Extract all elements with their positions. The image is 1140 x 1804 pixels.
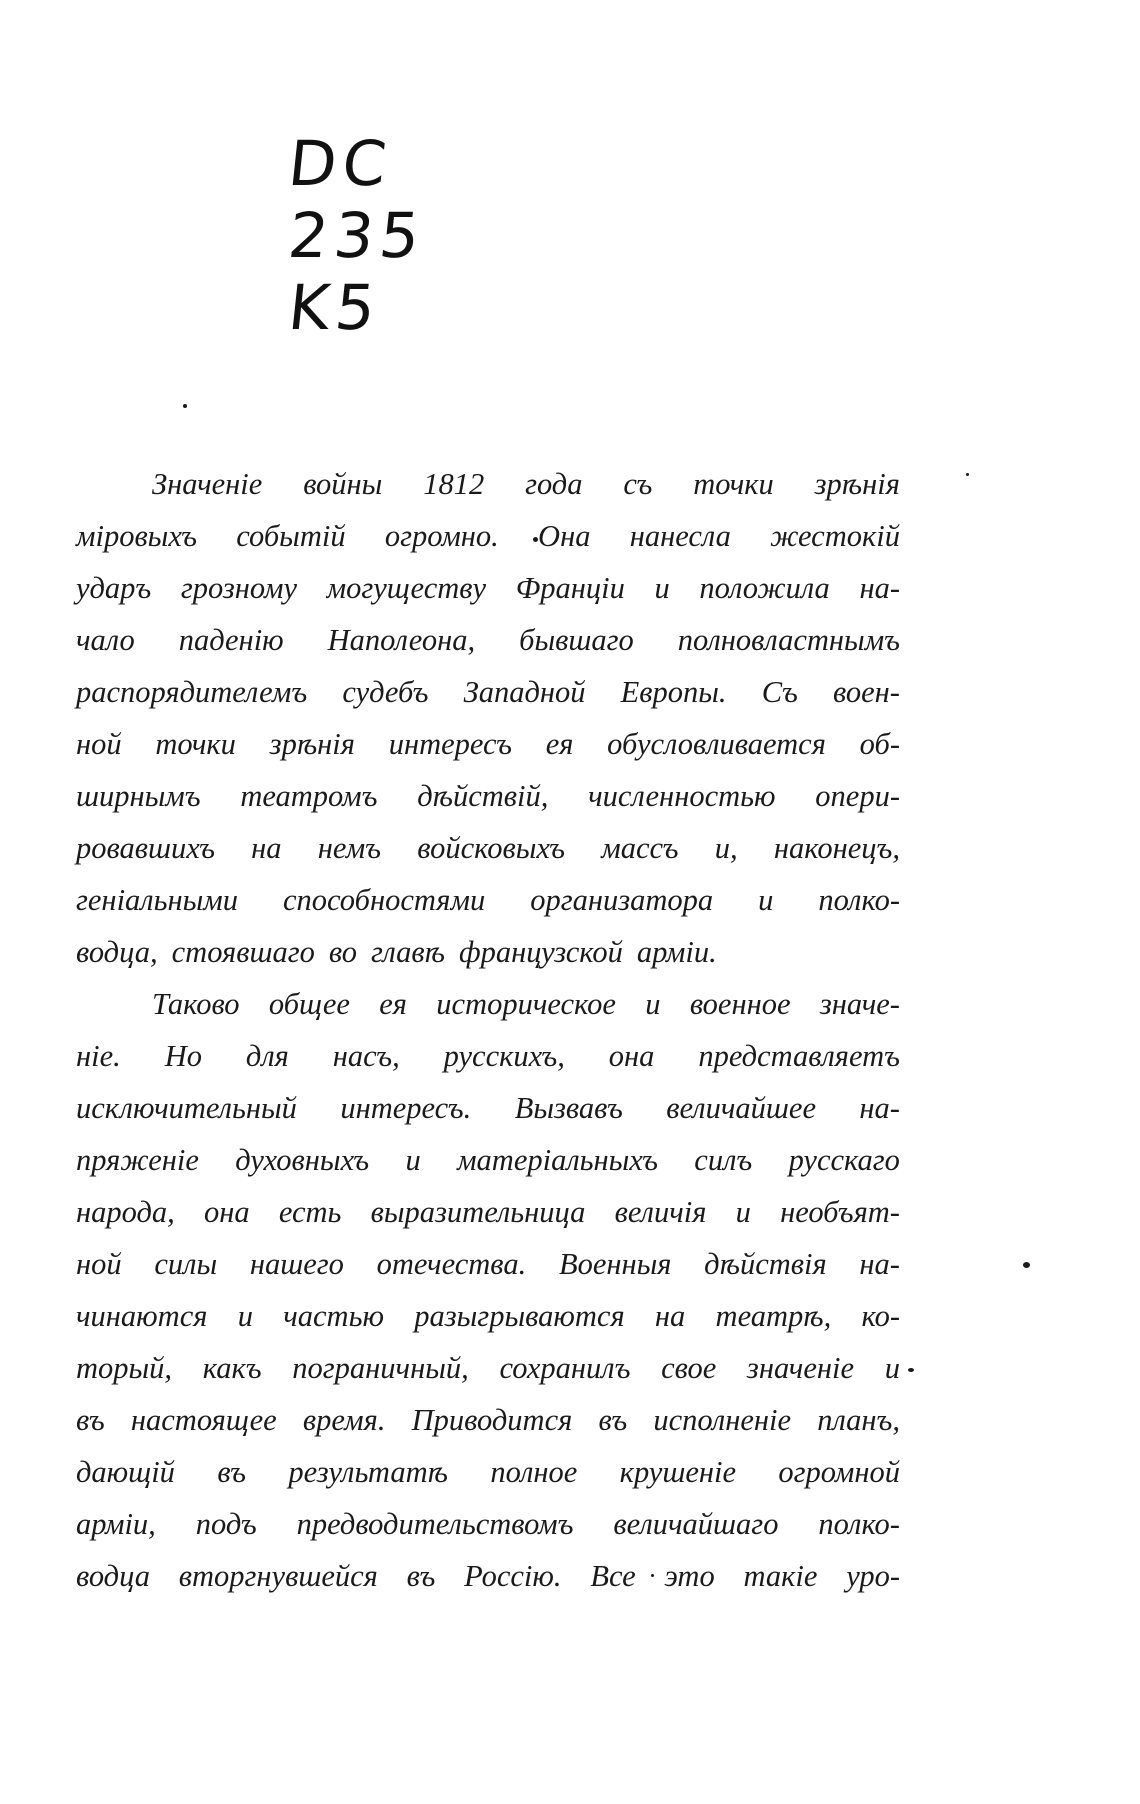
- body-text: [76, 458, 900, 1602]
- paragraph: [76, 978, 900, 1602]
- text-line: торый, какъ пограничный, сохранилъ свое значеніе и: [76, 1351, 900, 1385]
- text-line: Значеніе войны 1812 года съ точки зрѣнія: [152, 467, 900, 501]
- text-line: дающій въ результатѣ полное крушеніе огромной: [76, 1455, 900, 1489]
- scan-speck: [651, 1574, 654, 1577]
- text-line: распорядителемъ судебъ Западной Европы. Съ воен-: [76, 675, 900, 709]
- text-line: народа, она есть выразительница величія и необъят-: [76, 1195, 900, 1229]
- text-line: ровавшихъ на немъ войсковыхъ массъ и, наконецъ,: [76, 831, 900, 865]
- text-line: ширнымъ театромъ дѣйствій, численностью опери-: [76, 779, 900, 813]
- call-number-line: DC: [285, 127, 396, 200]
- text-line: чинаются и частью разыгрываются на театрѣ, ко-: [76, 1299, 900, 1333]
- text-line: исключительный интересъ. Вызвавъ величайшее на-: [76, 1091, 900, 1125]
- text-line: пряженіе духовныхъ и матеріальныхъ силъ русскаго: [76, 1143, 900, 1177]
- handwritten-call-number: [285, 127, 430, 344]
- text-line: чало паденію Наполеона, бывшаго полновластнымъ: [76, 623, 900, 657]
- text-line: водца вторгнувшейся въ Россію. Все это такіе уро-: [76, 1559, 900, 1593]
- scan-speck: [533, 537, 538, 542]
- text-line: ной точки зрѣнія интересъ ея обусловливается об-: [76, 727, 900, 761]
- text-line: Таково общее ея историческое и военное значе-: [152, 987, 900, 1021]
- text-line: водца, стоявшаго во главѣ французской арміи.: [76, 935, 717, 969]
- text-line: въ настоящее время. Приводится въ исполненіе планъ,: [76, 1403, 900, 1437]
- paragraph: [76, 458, 900, 978]
- text-line: геніальными способностями организатора и полко-: [76, 883, 900, 917]
- text-line: арміи, подъ предводительствомъ величайшаго полко-: [76, 1507, 900, 1541]
- scan-speck: [183, 404, 187, 408]
- scan-speck: [1023, 1262, 1030, 1268]
- call-number-line: K5: [285, 271, 385, 344]
- text-line: ной силы нашего отечества. Военныя дѣйствія на-: [76, 1247, 900, 1281]
- scan-speck: [908, 1368, 914, 1372]
- text-line: ніе. Но для насъ, русскихъ, она представляетъ: [76, 1039, 900, 1073]
- call-number-line: 235: [285, 199, 430, 272]
- text-line: міровыхъ событій огромно. Она нанесла жестокій: [76, 519, 900, 553]
- text-line: ударъ грозному могуществу Франціи и положила на-: [76, 571, 900, 605]
- scan-speck: [966, 473, 969, 476]
